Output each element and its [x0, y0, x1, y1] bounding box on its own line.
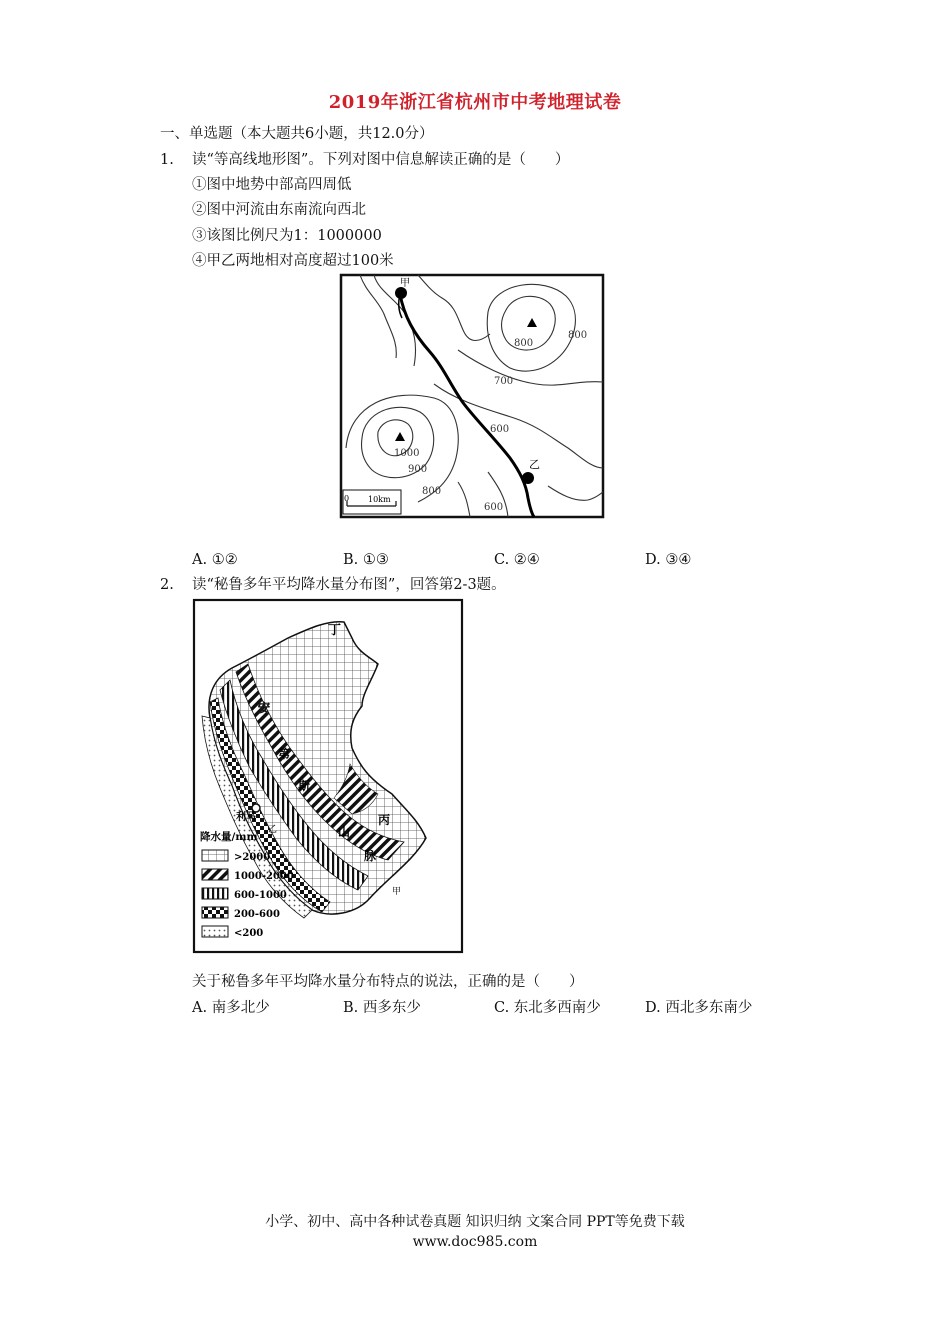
legend-swatch-200-600: [202, 907, 228, 918]
contour-map: [338, 272, 606, 522]
legend-label: 1000-2000: [234, 871, 294, 882]
contour-label: 1000: [394, 448, 420, 459]
q1-statement-4: ④甲乙两地相对高度超过100米: [192, 253, 394, 269]
q1-option-a[interactable]: A. ①②: [192, 552, 238, 568]
contour-label: 800: [422, 486, 442, 497]
q1-option-c[interactable]: C. ②④: [494, 552, 540, 568]
contour-label: 600: [484, 502, 504, 513]
q1-option-b[interactable]: B. ①③: [343, 552, 389, 568]
legend-label: 600-1000: [234, 890, 287, 901]
q1-statement-3: ③该图比例尺为1：1000000: [192, 228, 382, 244]
legend-swatch-gt2000: [202, 850, 228, 861]
section-header: 一、单选题（本大题共6小题，共12.0分）: [160, 126, 434, 142]
label-yi: 乙: [268, 825, 278, 835]
exam-title: 2019年浙江省杭州市中考地理试卷: [328, 92, 622, 113]
legend-swatch-lt200: [202, 926, 228, 937]
scale-zero: 0: [344, 494, 350, 503]
q2-option-b[interactable]: B. 西多东少: [343, 1000, 421, 1016]
label-an: 安: [258, 701, 271, 715]
q2-number: 2.: [160, 577, 174, 593]
q1-option-d[interactable]: D. ③④: [645, 552, 692, 568]
legend-label: >2000: [234, 852, 271, 863]
legend-label: 200-600: [234, 909, 280, 920]
contour-label: 600: [490, 424, 510, 435]
label-di: 第: [278, 747, 291, 761]
contour-label: 900: [408, 464, 428, 475]
label-ding: 丁: [328, 623, 342, 638]
label-bing: 丙: [378, 813, 391, 827]
footer-link[interactable]: www.doc985.com: [412, 1234, 538, 1250]
contour-label: 700: [494, 376, 514, 387]
contour-label: 800: [568, 330, 588, 341]
legend-swatch-600-1000: [202, 888, 228, 899]
label-shan: 山: [338, 825, 351, 839]
q2-option-c[interactable]: C. 东北多西南少: [494, 1000, 601, 1016]
q1-stem: 读“等高线地形图”。下列对图中信息解读正确的是（ ）: [192, 152, 570, 168]
q2-sub-stem: 关于秘鲁多年平均降水量分布特点的说法，正确的是（ ）: [192, 974, 584, 990]
lima-marker: [252, 804, 260, 812]
q1-statement-2: ②图中河流由东南流向西北: [192, 202, 366, 218]
yi-point: [522, 472, 534, 484]
contour-label: 800: [514, 338, 534, 349]
legend-swatch-1000-2000: [202, 869, 228, 880]
q2-option-a[interactable]: A. 南多北少: [192, 1000, 270, 1016]
legend-title: 降水量/mm: [200, 831, 258, 843]
jia-label: 甲: [400, 278, 410, 289]
footer-line-1: 小学、初中、高中各种试卷真题 知识归纳 文案合同 PPT等免费下载: [265, 1214, 685, 1230]
q1-statement-1: ①图中地势中部高四周低: [192, 177, 352, 193]
legend-label: <200: [234, 928, 264, 939]
yi-label: 乙: [529, 458, 540, 471]
peru-precipitation-map: [192, 598, 464, 954]
label-si: 斯: [298, 779, 311, 793]
label-lima: 利马: [236, 812, 256, 823]
q1-number: 1.: [160, 152, 174, 168]
q2-stem: 读“秘鲁多年平均降水量分布图”，回答第2-3题。: [192, 577, 506, 593]
label-jia: 甲: [392, 887, 402, 897]
label-mai: 脉: [364, 849, 377, 863]
scale-distance: 10km: [368, 495, 391, 504]
q2-option-d[interactable]: D. 西北多东南少: [645, 1000, 753, 1016]
